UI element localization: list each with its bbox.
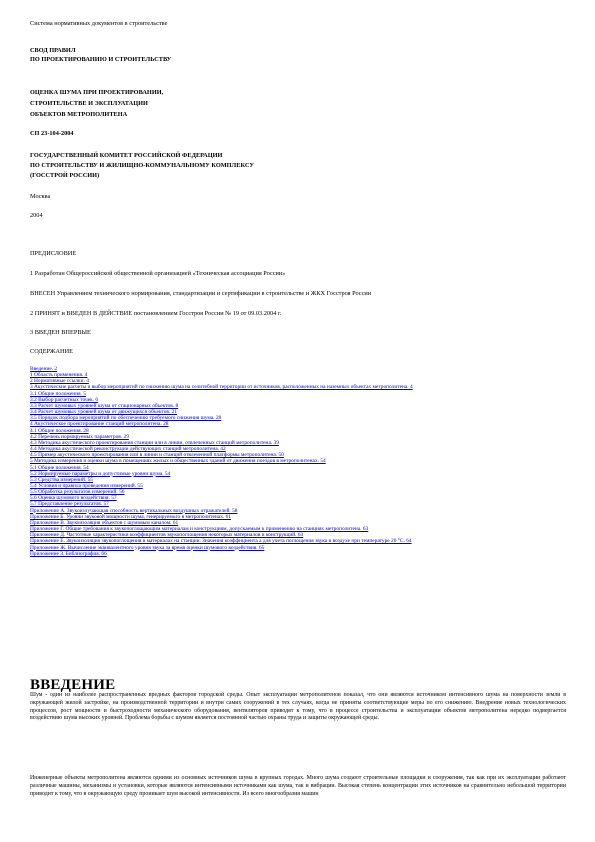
toc-link[interactable]: 3.4 Расчет шумовых уровней шума от движущихся объектов. 21: [30, 409, 178, 416]
doc-code: СП 23-104-2004: [30, 130, 74, 137]
toc-link[interactable]: 3.5 Порядок подбора мероприятий по обеспечению требуемого снижения шума. 28: [30, 415, 222, 422]
toc-link[interactable]: Приложение Е. Звукоизоляция звукопоглощения в материалах на станции. Значения коэффициента а для учета поглощения звука в воздухе при температуре 20 °С. 64: [30, 538, 412, 545]
toc-link[interactable]: 2 Нормативные ссылки. 4: [30, 378, 89, 385]
doc-title-line-3: ОБЪЕКТОВ МЕТРОПОЛИТЕНА: [30, 111, 128, 118]
toc-link[interactable]: 5.6 Оценка шумового воздействия. 57: [30, 495, 117, 502]
toc-link[interactable]: 4 Акустическое проектирование станций метрополитена. 28: [30, 421, 169, 428]
foreword-p1: 1 Разработан Общероссийской общественной организацией «Техническая ассоциация России»: [30, 270, 286, 277]
foreword-p2: ВНЕСЕН Управлением технического нормирования, стандартизации и сертификации в строительстве и ЖКХ Госстроя России: [30, 290, 372, 297]
org-line-3: (ГОССТРОЙ РОССИИ): [30, 172, 100, 179]
toc-link[interactable]: Приложение В. Звукоизоляция объектов с шумовым каналом. 61: [30, 519, 179, 526]
toc-link[interactable]: Приложение Г. Общие требования к звукопоглощающим материалам и конструкциям, допускаемым к применению на станциях метрополитена. 63: [30, 526, 369, 533]
toc-link[interactable]: 1 Область применения. 4: [30, 372, 88, 379]
intro-paragraph-2: Инженерные объекты метрополитена являются одними из основных источников шума в крупных городах. Много шума создают строительные площадки и сооружения, так как при их эксплуатации работают различные машины, механизмы и установки, которые являются интенсивными источниками как шума, так и вибрации. Высокая степень концентрации этих источников на сравнительно небольшой территории приводит к тому, что в окружающую среду проникает шум высокой интенсивности. Из всего многообразия машин: [30, 775, 566, 797]
toc-link[interactable]: 4.2 Перечень нормируемых параметров. 29: [30, 433, 129, 440]
toc-link[interactable]: 4.3 Методика акустического проектирования станции или в линии, отвлеченных станций метрополитена. 39: [30, 439, 279, 446]
toc-link[interactable]: 3.2 Выбор расчетных точек. 6: [30, 396, 99, 403]
toc-link[interactable]: 3.1 Общие положения. 5: [30, 390, 86, 397]
foreword-p3: 2 ПРИНЯТ и ВВЕДЕН В ДЕЙСТВИЕ постановлением Госстроя России № 19 от 09.03.2004 г.: [30, 310, 282, 317]
intro-paragraph-1: Шум - один из наиболее распространенных вредных факторов городской среды. Опыт эксплуатации метрополитенов показал, что они являются источником интенсивного шума на поверхности земли в окружающей жилой застройке, на производственной территории и внутри самих сооружений в тех случаях, когда не приняты соответствующие меры по его снижению. Внедрение новых технологических процессов, рост мощности и быстроходности механического оборудования, вентиляторов приводят к тому, что в процессе строительства и эксплуатации объектов метрополитена нередко подвергается воздействию шума высоких уровней. Проблема борьбы с шумом является постоянной частью охраны труда и защиты окружающей среды.: [30, 692, 566, 722]
toc-link[interactable]: Введение. 2: [30, 366, 58, 372]
toc-link[interactable]: Приложение А. Звукоизлучающая способность вертикальных воздушных отражателей. 58: [30, 507, 238, 514]
doc-title-line-1: ОЦЕНКА ШУМА ПРИ ПРОЕКТИРОВАНИИ,: [30, 89, 164, 96]
svod-line-1: СВОД ПРАВИЛ: [30, 47, 76, 54]
year: 2004: [30, 212, 43, 219]
table-of-contents: [30, 366, 570, 557]
toc-link[interactable]: Приложение Б. Уровни звуковой мощности шума, генерируемого в метрополитенах. 61: [30, 513, 231, 520]
toc-link[interactable]: Приложение З. Библиография. 66: [30, 550, 107, 557]
toc-link[interactable]: 5.7 Представление результатов. 57: [30, 501, 109, 508]
contents-heading: СОДЕРЖАНИЕ: [30, 348, 73, 355]
city: Москва: [30, 193, 51, 200]
toc-link[interactable]: Приложение Д. Частотные характеристики коэффициентов звукопоглощения некоторых материалов и конструкций. 63: [30, 532, 304, 539]
toc-link[interactable]: 4.5 Пример акустического проектирования или в линии и станций отвлеченной платформы метрополитена. 50: [30, 452, 284, 459]
intro-heading: ВВЕДЕНИЕ: [30, 677, 116, 693]
toc-link[interactable]: 3.3 Расчет шумовых уровней шума от стационарных объектов. 8: [30, 402, 179, 409]
toc-link[interactable]: 4.1 Общие положения. 28: [30, 427, 89, 434]
toc-link[interactable]: Приложение Ж. Вычисление эквивалентного уровня звука за время оценки шумового воздействия. 65: [30, 544, 265, 551]
org-line-2: ПО СТРОИТЕЛЬСТВУ И ЖИЛИЩНО-КОММУНАЛЬНОМУ КОМПЛЕКСУ: [30, 162, 254, 169]
toc-link[interactable]: 5.1 Общие положения. 54: [30, 464, 89, 471]
toc-link[interactable]: 5.4 Условия и правила проведения измерений. 55: [30, 482, 143, 489]
foreword-p4: 3 ВВЕДЕН ВПЕРВЫЕ: [30, 329, 91, 336]
toc-link[interactable]: 5 Методика измерения и оценки шума в помещениях жилых и общественных зданий от движения поездов в метрополитенах. 54: [30, 458, 326, 465]
toc-link[interactable]: 4.4 Методика акустической реконструкции действующих станций метрополитена. 42: [30, 446, 226, 453]
org-line-1: ГОСУДАРСТВЕННЫЙ КОМИТЕТ РОССИЙСКОЙ ФЕДЕРАЦИИ: [30, 152, 223, 159]
toc-link[interactable]: 5.2 Нормируемые параметры и допустимые уровни шума. 54: [30, 470, 171, 477]
svod-line-2: ПО ПРОЕКТИРОВАНИЮ И СТРОИТЕЛЬСТВУ: [30, 56, 172, 63]
foreword-heading: ПРЕДИСЛОВИЕ: [30, 250, 77, 257]
toc-link[interactable]: 5.3 Средства измерений. 55: [30, 476, 93, 483]
system-title: Система нормативных документов в строительстве: [30, 20, 168, 27]
toc-link[interactable]: 5.5 Обработка результатов измерений. 56: [30, 489, 125, 496]
toc-link[interactable]: 3 Акустические расчеты и выбор мероприятий по снижению шума на селитебной территории от источников, расположенных на наземных объектах метрополитена. 4: [30, 384, 413, 391]
doc-title-line-2: СТРОИТЕЛЬСТВЕ И ЭКСПЛУАТАЦИИ: [30, 100, 148, 107]
